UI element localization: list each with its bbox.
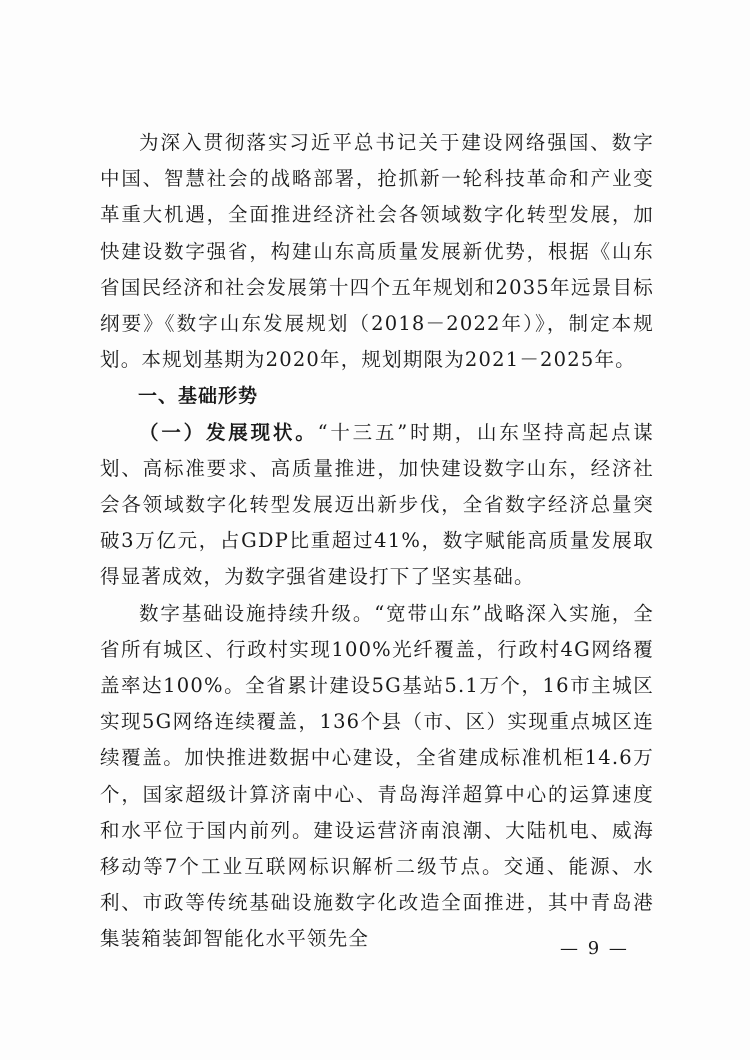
infrastructure-paragraph: 数字基础设施持续升级。“宽带山东”战略深入实施，全省所有城区、行政村实现100%光纤覆盖，行政村4G网络覆盖率达100%。全省累计建设5G基站5.1万个，16市主城区实现5G网络连续覆盖，136个县（市、区）实现重点城区连续覆盖。加快推进数据中心建设，全省建成标准机柜14.6万个，国家超级计算济南中心、青岛海洋超算中心的运算速度和水平位于国内前列。建设运营济南浪潮、大陆机电、威海移动等7个工业互联网标识解析二级节点。交通、能源、水利、市政等传统基础设施数字化改造全面推进，其中青岛港集装箱装卸智能化水平领先全 <box>100 601 654 951</box>
sub-heading-label: （一）发展现状。 <box>139 420 318 444</box>
intro-paragraph: 为深入贯彻落实习近平总书记关于建设网络强国、数字中国、智慧社会的战略部署，抢抓新一轮科技革命和产业变革重大机遇，全面推进经济社会各领域数字化转型发展，加快建设数字强省，构建山东高质量发展新优势，根据《山东省国民经济和社会发展第十四个五年规划和2035年远景目标纲要》《数字山东发展规划（2018－2022年）》，制定本规划。本规划基期为2020年，规划期限为2021－2025年。 <box>100 131 654 372</box>
status-paragraph-text: “十三五”时期，山东坚持高起点谋划、高标准要求、高质量推进，加快建设数字山东，经济社会各领域数字化转型发展迈出新步伐，全省数字经济总量突破3万亿元，占GDP比重超过41%，数字赋能高质量发展取得显著成效，为数字强省建设打下了坚实基础。 <box>100 420 654 589</box>
document-body <box>100 125 654 958</box>
page-number: — 9 — <box>560 938 629 959</box>
status-paragraph <box>100 415 654 596</box>
section-heading: 一、基础形势 <box>138 385 259 408</box>
